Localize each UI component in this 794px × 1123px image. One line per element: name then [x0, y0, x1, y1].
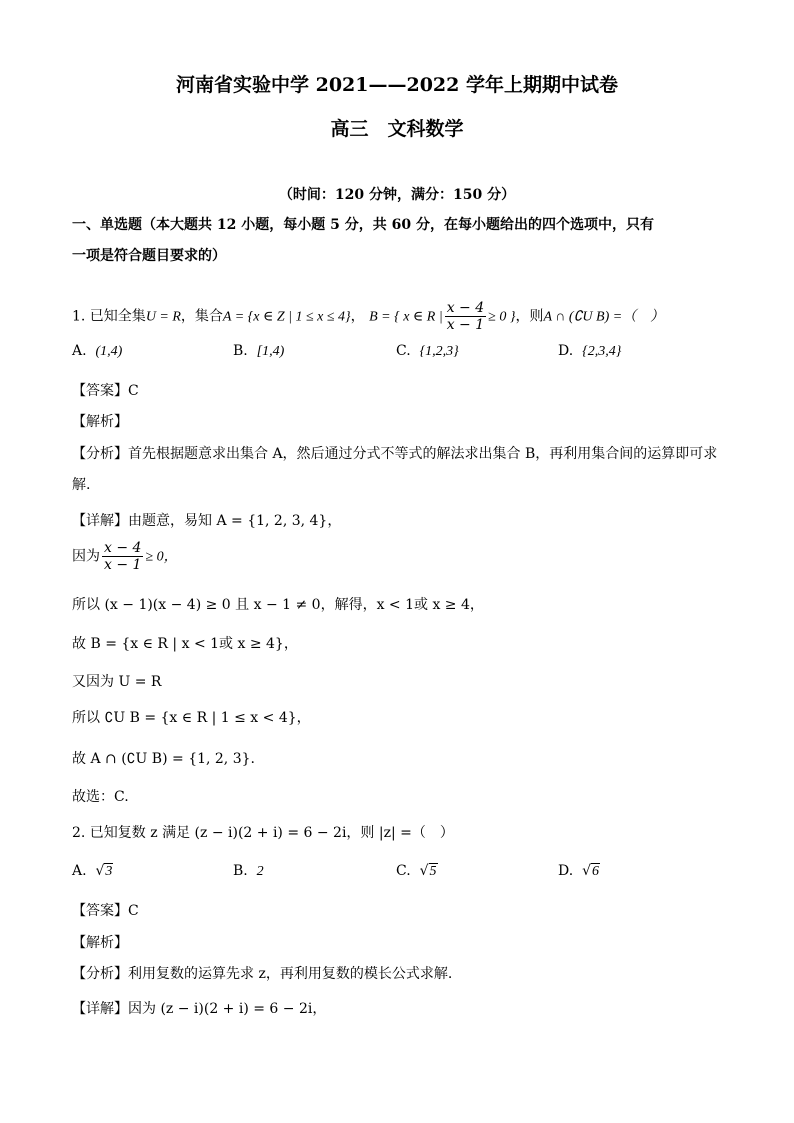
q2-stem: 2. 已知复数 z 满足 (z − i)(2 + i) = 6 − 2i，则 |z| =（ ）: [72, 825, 454, 841]
q1-stem-a: 1. 已知全集: [72, 308, 146, 325]
q2-option-a: [72, 863, 113, 880]
option-text: 6: [592, 864, 600, 879]
q1-detail-line5: 又因为 U = R: [72, 674, 162, 690]
q1-stem-c: ，则: [515, 308, 544, 325]
q1-detail2-fraction: [102, 540, 143, 573]
q1-detail-line6: 所以 ∁U B = {x ∈ R | 1 ≤ x < 4}，: [72, 710, 311, 726]
option-label: A.: [72, 863, 87, 879]
q1-detail-line7: 故 A ∩ (∁U B) = {1, 2, 3}.: [72, 751, 255, 767]
q1-detail-line3: 所以 (x − 1)(x − 4) ≥ 0 且 x − 1 ≠ 0，解得，x < 1或 x ≥ 4，: [72, 597, 484, 613]
option-text: {1,2,3}: [419, 344, 459, 359]
q1-option-b: [233, 343, 284, 360]
option-text: (1,4): [95, 344, 123, 359]
q2-analysis-title: 【解析】: [72, 935, 128, 951]
q1-analysis-line2: 解.: [72, 477, 91, 493]
q1-option-c: [396, 343, 459, 360]
q1-detail2-pre: 因为: [72, 548, 100, 565]
option-label: D.: [558, 343, 574, 359]
option-label: A.: [72, 343, 87, 359]
q1-detail2-numerator: x − 4: [104, 540, 142, 556]
exam-title: 河南省实验中学 2021——2022 学年上期期中试卷: [176, 74, 618, 96]
q2-option-c: [396, 863, 438, 880]
q2-option-d: [558, 863, 600, 880]
sqrt-icon: √: [582, 863, 592, 879]
q1-analysis-title: 【解析】: [72, 414, 128, 430]
q1-choose: 故选：C.: [72, 789, 129, 805]
option-label: C.: [396, 863, 411, 879]
option-label: C.: [396, 343, 411, 359]
q1-detail-line4: 故 B = {x ∈ R | x < 1或 x ≥ 4}，: [72, 636, 298, 652]
q1-set-a: A = {x ∈ Z | 1 ≤ x ≤ 4}: [222, 309, 351, 325]
q1-detail2-denominator: x − 1: [104, 557, 142, 573]
q1-stem-b: ，集合: [180, 308, 223, 325]
q1-set-b-fraction: [445, 300, 486, 333]
exam-meta: （时间：120 分钟，满分：150 分）: [278, 187, 516, 203]
q1-set-b-denominator: x − 1: [446, 317, 485, 333]
option-label: D.: [558, 863, 574, 879]
q2-answer: 【答案】C: [72, 903, 139, 919]
option-text: 3: [105, 864, 113, 879]
q2-option-b: [233, 863, 264, 880]
q2-analysis-line1: 【分析】利用复数的运算先求 z，再利用复数的模长公式求解.: [72, 966, 453, 982]
q2-detail-line1: 【详解】因为 (z − i)(2 + i) = 6 − 2i，: [72, 1001, 327, 1017]
section-heading-line2: 一项是符合题目要求的）: [72, 248, 226, 264]
section-heading-line1: 一、单选题（本大题共 12 小题，每小题 5 分，共 60 分，在每小题给出的四个选项中，只有: [72, 217, 654, 233]
q1-set-b-numerator: x − 4: [446, 300, 485, 316]
q1-ask: A ∩ (∁U B) =（ ）: [543, 309, 665, 325]
option-text: [1,4): [256, 344, 285, 359]
option-text: {2,3,4}: [582, 344, 622, 359]
q1-stem: [72, 300, 664, 333]
option-text: 5: [429, 864, 437, 879]
q1-option-d: [558, 343, 621, 360]
option-label: B.: [233, 863, 248, 879]
option-text: 2: [256, 864, 264, 879]
q1-set-b-pre: B = { x ∈ R |: [369, 309, 443, 325]
q1-comma: ，: [350, 308, 365, 325]
q1-detail-line1: 【详解】由题意，易知 A = {1, 2, 3, 4}，: [72, 513, 342, 529]
q1-analysis-line1: 【分析】首先根据题意求出集合 A，然后通过分式不等式的解法求出集合 B，再利用集合间的运算即可求: [72, 446, 718, 462]
q1-option-a: [72, 343, 122, 360]
sqrt-icon: √: [95, 863, 105, 879]
option-label: B.: [233, 343, 248, 359]
exam-subtitle: 高三 文科数学: [330, 118, 464, 140]
q1-detail2-post: ≥ 0，: [145, 549, 178, 565]
q1-detail-line2: [72, 540, 178, 573]
q1-answer: 【答案】C: [72, 383, 139, 399]
q1-set-b-post: ≥ 0 }: [488, 309, 516, 325]
q1-universe: U = R: [145, 309, 181, 325]
sqrt-icon: √: [419, 863, 429, 879]
